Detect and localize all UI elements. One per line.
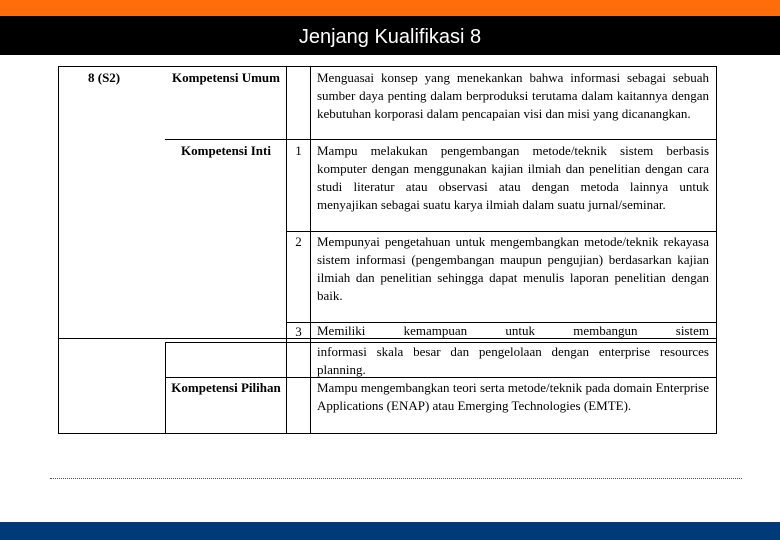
table-border-left-lower bbox=[58, 342, 59, 434]
column-divider-level-lower bbox=[165, 342, 166, 434]
table-border-top bbox=[58, 66, 717, 67]
kompetensi-inti-label: Kompetensi Inti bbox=[181, 143, 271, 158]
item-number-3: 3 bbox=[295, 324, 302, 339]
top-accent-bar bbox=[0, 0, 780, 16]
inti-item-3-text-part-b: informasi skala besar dan pengelolaan dengan enterprise resources planning. bbox=[317, 344, 709, 377]
kompetensi-pilihan-label: Kompetensi Pilihan bbox=[171, 380, 281, 395]
table-border-left bbox=[58, 66, 59, 342]
page-title: Jenjang Kualifikasi 8 bbox=[298, 26, 482, 48]
kompetensi-umum-text: Menguasai konsep yang menekankan bahwa informasi sebagai sebuah sumber daya penting dalam berproduksi terutama dalam kaitannya dengan kebutuhan korporasi dalam pencapaian visi dan misi yang dicanangkan. bbox=[317, 70, 709, 121]
item-number-1: 1 bbox=[295, 143, 302, 158]
inti-item-1-text: Mampu melakukan pengembangan metode/teknik sistem berbasis komputer dengan menggunakan kajian ilmiah dan penelitian dengan cara studi literatur atau observasi atau dengan metoda lainnya untuk menyajikan sebagai suatu karya ilmiah dalam suatu jurnal/seminar. bbox=[317, 143, 709, 212]
inti-item-2-text: Mempunyai pengetahuan untuk mengembangkan metode/teknik rekayasa sistem informasi (pengembangan maupun pengujian) berdasarkan kajian ilmiah dan penelitian sehingga dapat menulis laporan penelitian dengan baik. bbox=[317, 234, 709, 303]
level-label: 8 (S2) bbox=[88, 70, 121, 85]
kompetensi-umum-label: Kompetensi Umum bbox=[172, 70, 280, 85]
inti-item-3-text-part-a: Memiliki kemampuan untuk membangun sistem bbox=[317, 323, 709, 338]
column-divider-text bbox=[310, 66, 311, 434]
dotted-separator bbox=[50, 478, 742, 479]
row-divider-inti-1 bbox=[286, 231, 717, 232]
title-bar bbox=[0, 16, 780, 55]
table-border-right bbox=[716, 66, 717, 434]
item-number-2: 2 bbox=[295, 234, 302, 249]
kompetensi-pilihan-text: Mampu mengembangkan teori serta metode/teknik pada domain Enterprise Applications (ENAP) atau Emerging Technologies (EMTE). bbox=[317, 380, 709, 413]
table-border-bottom bbox=[58, 433, 717, 434]
row-divider-umum bbox=[165, 139, 717, 140]
competency-table bbox=[0, 55, 780, 445]
footer-bar bbox=[0, 522, 780, 540]
